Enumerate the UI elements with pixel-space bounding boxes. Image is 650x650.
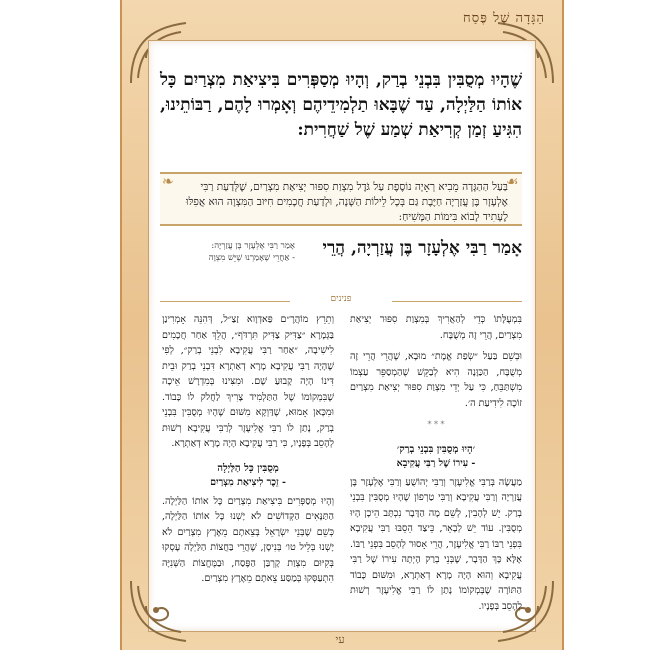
- subheading-subtitle: - זֵכֶר לִיצִיאַת מִצְרַיִם: [210, 476, 286, 488]
- commentary-column-right: [350, 312, 522, 620]
- subheading-title: ׳הָיוּ מְסֻבִּין בִּבְנֵי בְרַק׳: [396, 443, 476, 455]
- paragraph: וּבְשֵׁם בַּעַל ״שְׂפַת אֱמֶת״ מוּבָא, שֶׁהֲרֵי הֲרֵי זֶה מְשֻׁבָּח, הַכַּוָּנָה הִיא לְבַקֵּשׁ שֶׁהַמְסַפֵּר עַצְמוֹ מִשְׁתַּבֵּחַ, כִּי עַל יְדֵי מִצְוַת סִפּוּר יְצִיאַת מִצְרַיִם זוֹכֶה לִידִיעַת ה׳.: [350, 351, 522, 409]
- flourish-icon: ☙: [506, 174, 519, 190]
- subheading: [162, 462, 334, 490]
- paragraph: מַעֲשֶׂה בְּרַבִּי אֱלִיעֶזֶר וְרַבִּי יְהוֹשֻׁעַ וְרַבִּי אֶלְעָזָר בֶּן עֲזַרְיָה וְרַבִּי עֲקִיבָא וְרַבִּי טַרְפוֹן שֶׁהָיוּ מְסֻבִּין בִּבְנֵי בְרַק. יֵשׁ לְהָבִין, לְשֵׁם מָה הַדָּבָר נִכְתָּב הֵיכָן הָיוּ מְסֻבִּין. עוֹד יֵשׁ לְבָאֵר, כֵּיצַד הֵסֵבּוּ רַבִּי עֲקִיבָא בִּפְנֵי רַבּוֹ רַבִּי אֱלִיעֶזֶר, הֲרֵי אָסוּר לְהָסֵב בִּפְנֵי רַבּוֹ. אֶלָּא כָּךְ הַדָּבָר, שֶׁבְּנֵי בְרַק הָיְתָה עִירוֹ שֶׁל רַבִּי עֲקִיבָא וְהוּא הָיָה מָרָא דְאַתְרָא, וּמִשּׁוּם כָּבוֹד הַתּוֹרָה שֶׁבְּמְקוֹמוֹ נָתַן לוֹ רַבִּי אֱלִיעֶזֶר רְשׁוּת לְהָסֵב בְּפָנָיו.: [350, 476, 522, 612]
- subheading: [350, 443, 522, 471]
- subheading-subtitle: - עִירוֹ שֶׁל רַבִּי עֲקִיבָא: [396, 457, 476, 469]
- divider-line: [392, 301, 522, 302]
- section-divider: [160, 294, 522, 308]
- commentary-column-left: [162, 312, 334, 593]
- flourish-icon: ❧: [162, 174, 174, 190]
- amar-side-note: [160, 240, 295, 264]
- amar-side-line-1: אָמַר רַבִּי אֶלְעָזָר בֶּן עֲזַרְיָה:: [211, 241, 295, 251]
- commentary-text: בַּעַל הַהַגָּדָה מֵבִיא רְאָיָה נוֹסֶפֶת עַל גֹּדֶל מִצְוַת סִפּוּר יְצִיאַת מִצְרַיִם, שֶׁלְּדַעַת רַבִּי אֶלְעָזָר בֶּן עֲזַרְיָה חַיֶּבֶת גַּם בְּכָל לֵילוֹת הַשָּׁנָה, וּלְדַעַת חֲכָמִים חִיּוּב הַמִּצְוָה הוּא אֲפִלּוּ לֶעָתִיד לָבוֹא בִּימוֹת הַמָּשִׁיחַ:: [185, 181, 508, 223]
- divider-line: [160, 301, 290, 302]
- paragraph: בִּמְעֻלָּתוֹ כְּדֵי לְהַאֲרִיךְ בְּמִצְוַת סִפּוּר יְצִיאַת מִצְרַיִם, הֲרֵי זֶה מְשֻׁבָּח.: [350, 314, 522, 341]
- divider-title: פנינים: [330, 294, 352, 304]
- page-number: עי: [335, 633, 345, 646]
- paragraph: וְהָיוּ מְסַפְּרִים בִּיצִיאַת מִצְרַיִם כָּל אוֹתוֹ הַלַּיְלָה. הַתַּנָּאִים הַקְּדוֹשִׁים לֹא יָשְׁנוּ כָּל אוֹתוֹ הַלַּיְלָה, כְּשֵׁם שֶׁבְּנֵי יִשְׂרָאֵל בְּצֵאתָם מֵאֶרֶץ מִצְרַיִם לֹא יָשְׁנוּ בְּלֵיל טו׳ בְּנִיסָן, שֶׁהֲרֵי בַּחֲצוֹת הַלַּיְלָה עָסְקוּ בְּקִיּוּם מִצְוַת קָרְבַּן הַפֶּסַח, וּבַמֶּחֱצוֹת הַשְּׁנִיָּה הִתְעַסְּקוּ בְּמַסַּע צֵאתָם מֵאֶרֶץ מִצְרַיִם.: [162, 495, 334, 584]
- amar-main-text: אָמַר רַבִּי אֶלְעָזָר בֶּן עֲזַרְיָה, הֲרֵי: [322, 238, 522, 258]
- amar-side-line-2: - אַחֲרֵי שֶׁאָמַרְנוּ שֶׁיֵּשׁ מִצְוָה: [208, 253, 295, 263]
- section-separator: * * *: [427, 420, 445, 429]
- running-head: הַגָּדָה שֶׁל פֶּסַח: [463, 11, 545, 26]
- paragraph: וְתֵרֵץ מוֹהֲרֶ״ם פַּאדְוָוא זַצַ״ל, דְּהִנֵּה אָמְרִינַן בַּגְּמָרָא ״צַדִּיק צַדִּיק תִּרְדֹּף״, הֲלֵךְ אַחַר חֲכָמִים לִישִׁיבָה, ״אַחַר רַבִּי עֲקִיבָא לִבְנֵי בְרַק״, לְפִי שֶׁהָיָה רַבִּי עֲקִיבָא מָרָא דְאַתְרָא דִּבְנֵי בְרַק וּבֵית דִּינוֹ הָיָה קָבוּעַ שָׁם. וּמִצִּינוּ בְּמִדְרָשׁ אֵיכָה שֶׁבִּמְקוֹמוֹ שֶׁל הַתַּלְמִיד צָרִיךְ לַחֲלֹק לוֹ כָּבוֹד. וּמִכָּאן אָמוּא, שֶׁדַּוְקָא מִשּׁוּם שֶׁהָיוּ מְסֻבִּין בִּבְנֵי בְרַק, נָתַן לוֹ רַבִּי אֱלִיעֶזֶר לְרַבִּי עֲקִיבָא רְשׁוּת לְהָסֵב בְּפָנָיו, כִּי רַבִּי עֲקִיבָא הָיָה מָרָא דְאַתְרָא.: [162, 314, 334, 449]
- amar-line: [160, 238, 522, 268]
- subheading-title: מְסֻבִּין כָּל הַלַּיְלָה: [217, 462, 279, 474]
- main-haggadah-text: שֶׁהָיוּ מְסֻבִּין בִּבְנֵי בְרַק, וְהָיוּ מְסַפְּרִים בִּיצִיאַת מִצְרַיִם כָּל אוֹתוֹ הַלַּיְלָה, עַד שֶׁבָּאוּ תַלְמִידֵיהֶם וְאָמְרוּ לָהֶם, רַבּוֹתֵינוּ, הִגִּיעַ זְמַן קְרִיאַת שְׁמַע שֶׁל שַׁחֲרִית:: [160, 70, 522, 140]
